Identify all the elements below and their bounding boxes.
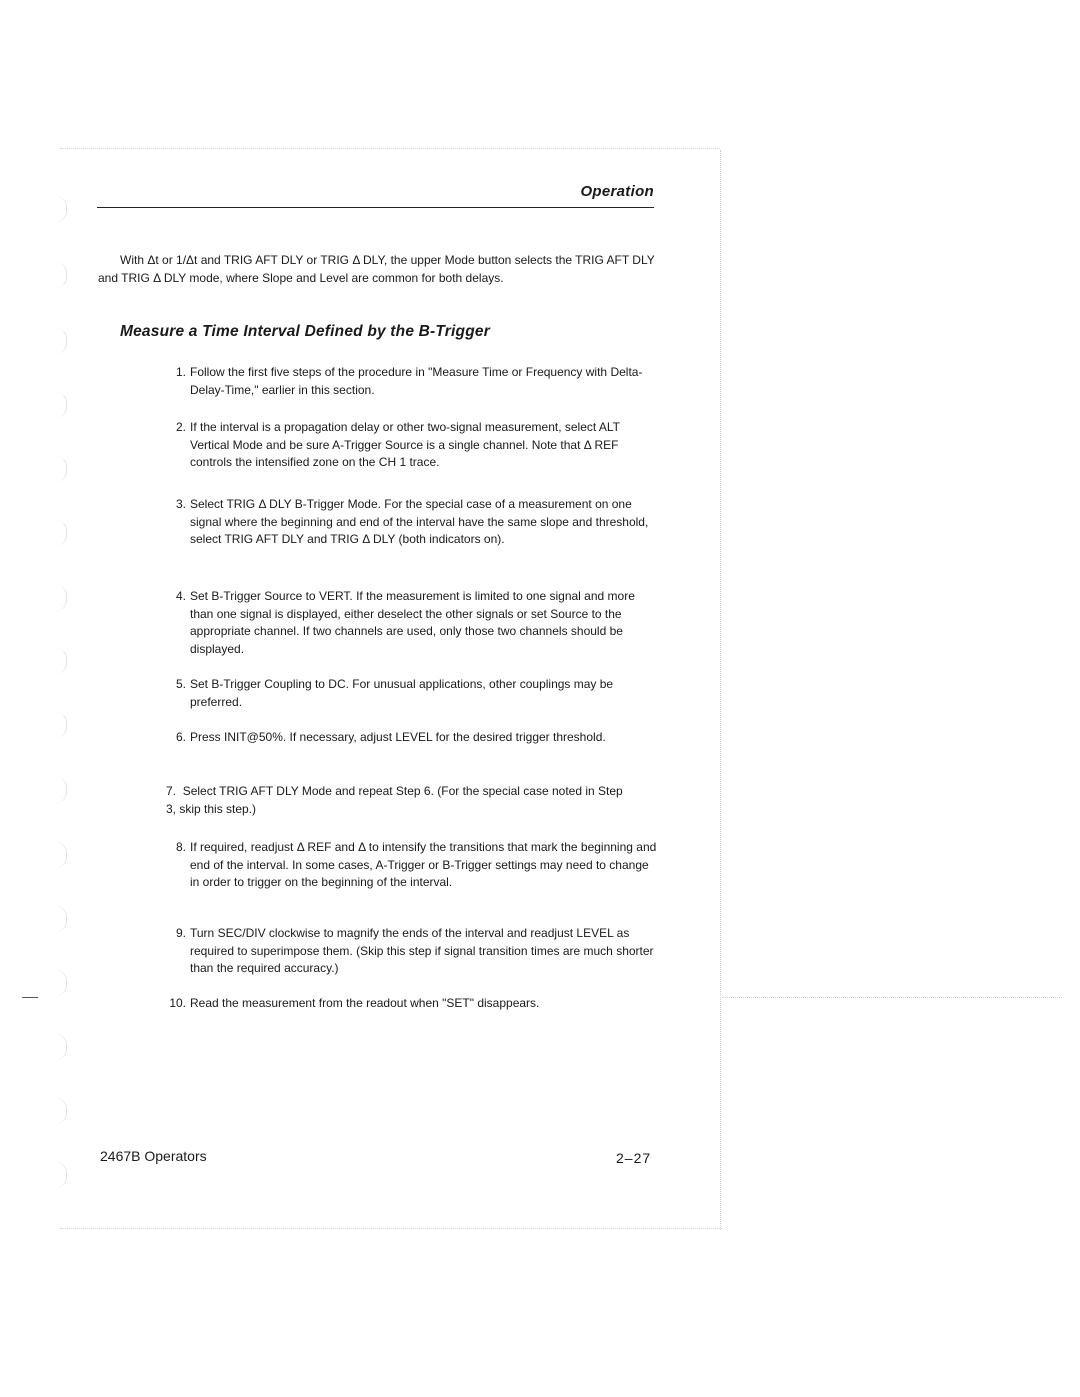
intro-paragraph: With Δt or 1/Δt and TRIG AFT DLY or TRIG Δ DLY, the upper Mode button selects the TRIG AFT DLY and TRIG Δ DLY mode, where Slope and Level are common for both delays. (98, 253, 655, 285)
step-text: Turn SEC/DIV clockwise to magnify the ends of the interval and readjust LEVEL as required to superimpose them. (Skip this step if signal transition times are much shorter than the required accuracy.) (190, 926, 654, 975)
step-text: Select TRIG Δ DLY B-Trigger Mode. For the special case of a measurement on one signal where the beginning and end of the interval have the same slope and threshold, select TRIG AFT DLY and TRIG Δ DLY (both indicators on). (190, 497, 649, 546)
step-text (166, 784, 623, 816)
list-item (166, 783, 636, 818)
step-number: 5. (175, 677, 186, 691)
step-text: Read the measurement from the readout when "SET" disappears. (190, 996, 540, 1010)
step-text-body: Select TRIG AFT DLY Mode and repeat Step 6. (For the special case noted in Step 3, skip this step.) (166, 784, 623, 816)
running-header: Operation (580, 183, 654, 200)
step-text: If required, readjust Δ REF and Δ to intensify the transitions that mark the beginning and end of the interval. In some cases, A-Trigger or B-Trigger settings may need to change in order to trigger on the beginning of the interval. (190, 840, 657, 889)
step-number: 2. (175, 420, 186, 434)
step-number: 6. (175, 730, 186, 744)
step-text: Set B-Trigger Coupling to DC. For unusual applications, other couplings may be preferred. (190, 677, 614, 709)
footer-manual-title: 2467B Operators (100, 1148, 207, 1164)
step-number: 1. (175, 365, 186, 379)
step-number: 9. (175, 926, 186, 940)
step-number: 4. (175, 589, 186, 603)
step-text: Follow the first five steps of the procedure in "Measure Time or Frequency with Delta-Delay-Time," earlier in this section. (190, 365, 643, 397)
step-text: Press INIT@50%. If necessary, adjust LEVEL for the desired trigger threshold. (190, 730, 606, 744)
step-text: Set B-Trigger Source to VERT. If the measurement is limited to one signal and more than one signal is displayed, either deselect the other signals or set Source to the appropriate channel. If two channels are used, only those two channels should be displayed. (190, 589, 635, 656)
step-number: 3. (175, 497, 186, 511)
section-heading: Measure a Time Interval Defined by the B-Trigger (120, 323, 490, 340)
step-number: 10. (169, 996, 186, 1010)
footer-page-number: 2–27 (616, 1150, 652, 1166)
step-text: If the interval is a propagation delay or other two-signal measurement, select ALT Vertical Mode and be sure A-Trigger Source is a single channel. Note that Δ REF controls the intensified zone on the CH 1 trace. (190, 420, 620, 469)
step-number: 8. (175, 840, 186, 854)
step-number: 7. (166, 784, 177, 798)
